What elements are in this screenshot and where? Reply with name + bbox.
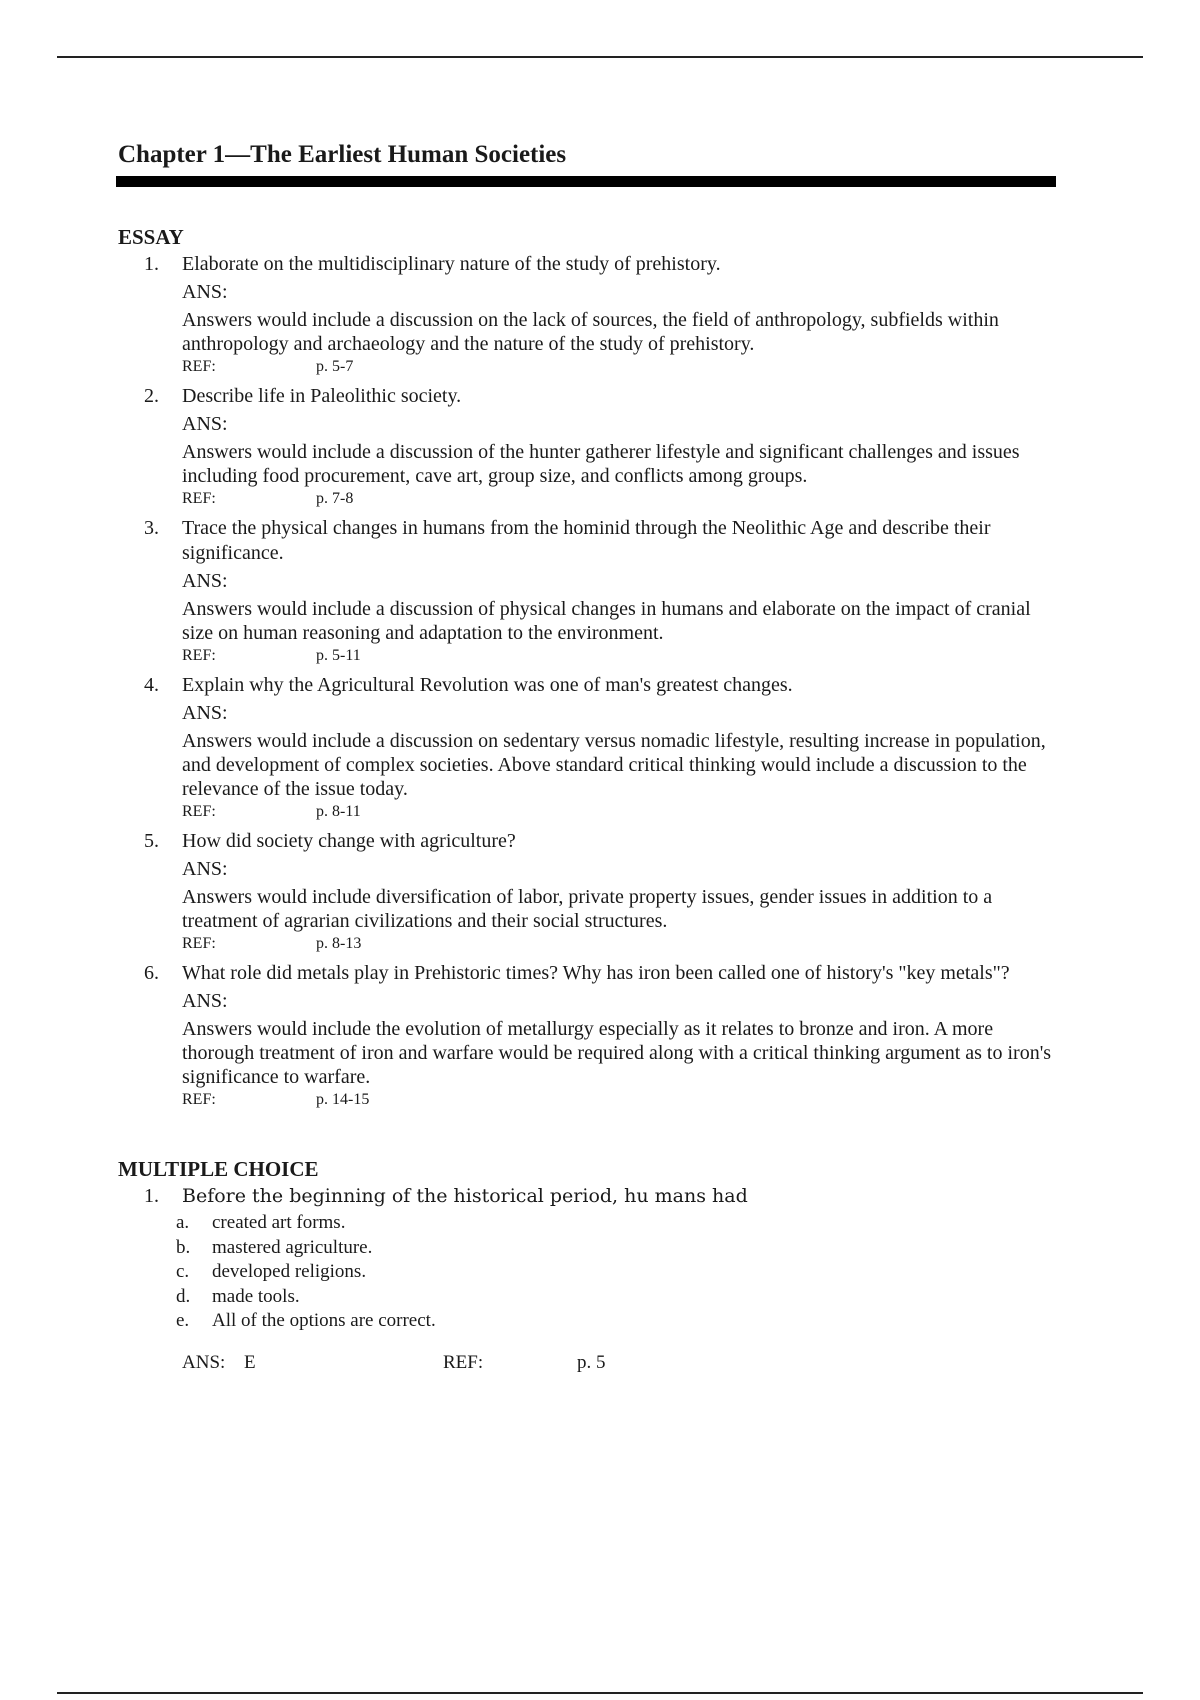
answer-text: Answers would include a discussion of the hunter gatherer lifestyle and significant challenges and issues including food procurement, cave art, group size, and conflicts among groups. bbox=[182, 441, 1020, 487]
ref-line bbox=[118, 1091, 1058, 1117]
ans-label: ANS: bbox=[182, 281, 228, 303]
option-c bbox=[176, 1260, 1058, 1285]
ans-label: ANS: bbox=[182, 990, 228, 1012]
answer-options bbox=[176, 1211, 1058, 1334]
answer-text: Answers would include a discussion of physical changes in humans and elaborate on the impact of cranial size on human reasoning and adaptation to the environment. bbox=[182, 598, 1031, 644]
option-text: developed religions. bbox=[212, 1261, 367, 1282]
ans-label: ANS: bbox=[182, 858, 228, 880]
ref-label: REF: bbox=[182, 935, 216, 952]
ref-value: p. 7-8 bbox=[316, 490, 354, 507]
option-text: All of the options are correct. bbox=[212, 1310, 436, 1331]
answer-text: Answers would include a discussion on sedentary versus nomadic lifestyle, resulting increase in population, and development of complex societies. Above standard critical thinking would include a discussion to the relevance of the issue today. bbox=[182, 730, 1046, 800]
mc-question-1 bbox=[118, 1184, 1058, 1376]
ans-label: ANS: bbox=[182, 570, 228, 592]
option-letter: e. bbox=[176, 1310, 190, 1331]
mc-answer-row bbox=[182, 1350, 1058, 1376]
ref-label: REF: bbox=[182, 1091, 216, 1108]
ref-line bbox=[118, 803, 1058, 829]
question-text: Explain why the Agricultural Revolution was one of man's greatest changes. bbox=[182, 674, 793, 696]
option-a bbox=[176, 1211, 1058, 1236]
option-e bbox=[176, 1309, 1058, 1334]
ans-label: ANS: bbox=[182, 413, 228, 435]
option-letter: d. bbox=[176, 1285, 191, 1307]
ref-value: p. 5 bbox=[577, 1351, 606, 1373]
ref-label: REF: bbox=[182, 358, 216, 375]
document-body bbox=[118, 142, 1058, 1376]
chapter-title: Chapter 1—The Earliest Human Societies bbox=[116, 142, 1056, 187]
option-text: mastered agriculture. bbox=[212, 1236, 373, 1258]
question-text: How did society change with agriculture? bbox=[182, 830, 516, 852]
essay-question-4 bbox=[118, 673, 1058, 801]
ref-label: REF: bbox=[443, 1351, 484, 1373]
ref-label: REF: bbox=[182, 803, 216, 820]
ref-value: p. 5-11 bbox=[316, 647, 361, 664]
multiple-choice-list bbox=[118, 1184, 1058, 1376]
essay-question-list bbox=[118, 252, 1058, 1117]
ref-line bbox=[118, 647, 1058, 673]
essay-question-2 bbox=[118, 384, 1058, 488]
ref-line bbox=[118, 935, 1058, 961]
question-number: 6. bbox=[144, 962, 159, 984]
top-rule bbox=[57, 56, 1143, 58]
essay-question-3 bbox=[118, 516, 1058, 645]
question-text: Elaborate on the multidisciplinary nature of the study of prehistory. bbox=[182, 253, 721, 275]
question-number: 1. bbox=[144, 1185, 159, 1207]
ans-label: ANS: bbox=[182, 702, 228, 724]
multiple-choice-heading: MULTIPLE CHOICE bbox=[118, 1157, 319, 1181]
essay-question-6 bbox=[118, 961, 1058, 1089]
option-letter: c. bbox=[176, 1261, 190, 1282]
bottom-rule bbox=[57, 1692, 1143, 1694]
option-letter: a. bbox=[176, 1212, 190, 1233]
question-number: 4. bbox=[144, 674, 159, 696]
ref-value: p. 5-7 bbox=[316, 358, 354, 375]
answer-text: Answers would include the evolution of metallurgy especially as it relates to bronze and iron. A more thorough treatment of iron and warfare would be required along with a critical thinking argument as to iron's significance to warfare. bbox=[182, 1018, 1052, 1088]
question-number: 5. bbox=[144, 830, 159, 852]
answer-value: E bbox=[244, 1351, 256, 1373]
ref-value: p. 8-11 bbox=[316, 803, 361, 820]
question-number: 1. bbox=[144, 253, 159, 275]
ref-line bbox=[118, 358, 1058, 384]
essay-heading: ESSAY bbox=[118, 225, 184, 249]
option-b bbox=[176, 1236, 1058, 1261]
question-number: 2. bbox=[144, 385, 159, 407]
ref-line bbox=[118, 490, 1058, 516]
answer-text: Answers would include a discussion on the lack of sources, the field of anthropology, subfields within anthropology and archaeology and the nature of the study of prehistory. bbox=[182, 309, 999, 355]
question-text: What role did metals play in Prehistoric times? Why has iron been called one of history's "key metals"? bbox=[182, 962, 1010, 984]
essay-question-5 bbox=[118, 829, 1058, 933]
answer-text: Answers would include diversification of labor, private property issues, gender issues in addition to a treatment of agrarian civilizations and their social structures. bbox=[182, 886, 993, 932]
question-text: Describe life in Paleolithic society. bbox=[182, 385, 462, 407]
option-text: created art forms. bbox=[212, 1212, 346, 1233]
question-text: Before the beginning of the historical period, hu mans had bbox=[182, 1185, 748, 1207]
ref-label: REF: bbox=[182, 647, 216, 664]
question-text: Trace the physical changes in humans from the hominid through the Neolithic Age and describe their significance. bbox=[182, 517, 991, 564]
question-number: 3. bbox=[144, 517, 159, 539]
essay-question-1 bbox=[118, 252, 1058, 356]
ans-label: ANS: bbox=[182, 1351, 226, 1373]
ref-value: p. 8-13 bbox=[316, 935, 362, 952]
option-d bbox=[176, 1285, 1058, 1310]
option-text: made tools. bbox=[212, 1285, 300, 1307]
option-letter: b. bbox=[176, 1236, 191, 1258]
ref-label: REF: bbox=[182, 490, 216, 507]
ref-value: p. 14-15 bbox=[316, 1091, 370, 1108]
